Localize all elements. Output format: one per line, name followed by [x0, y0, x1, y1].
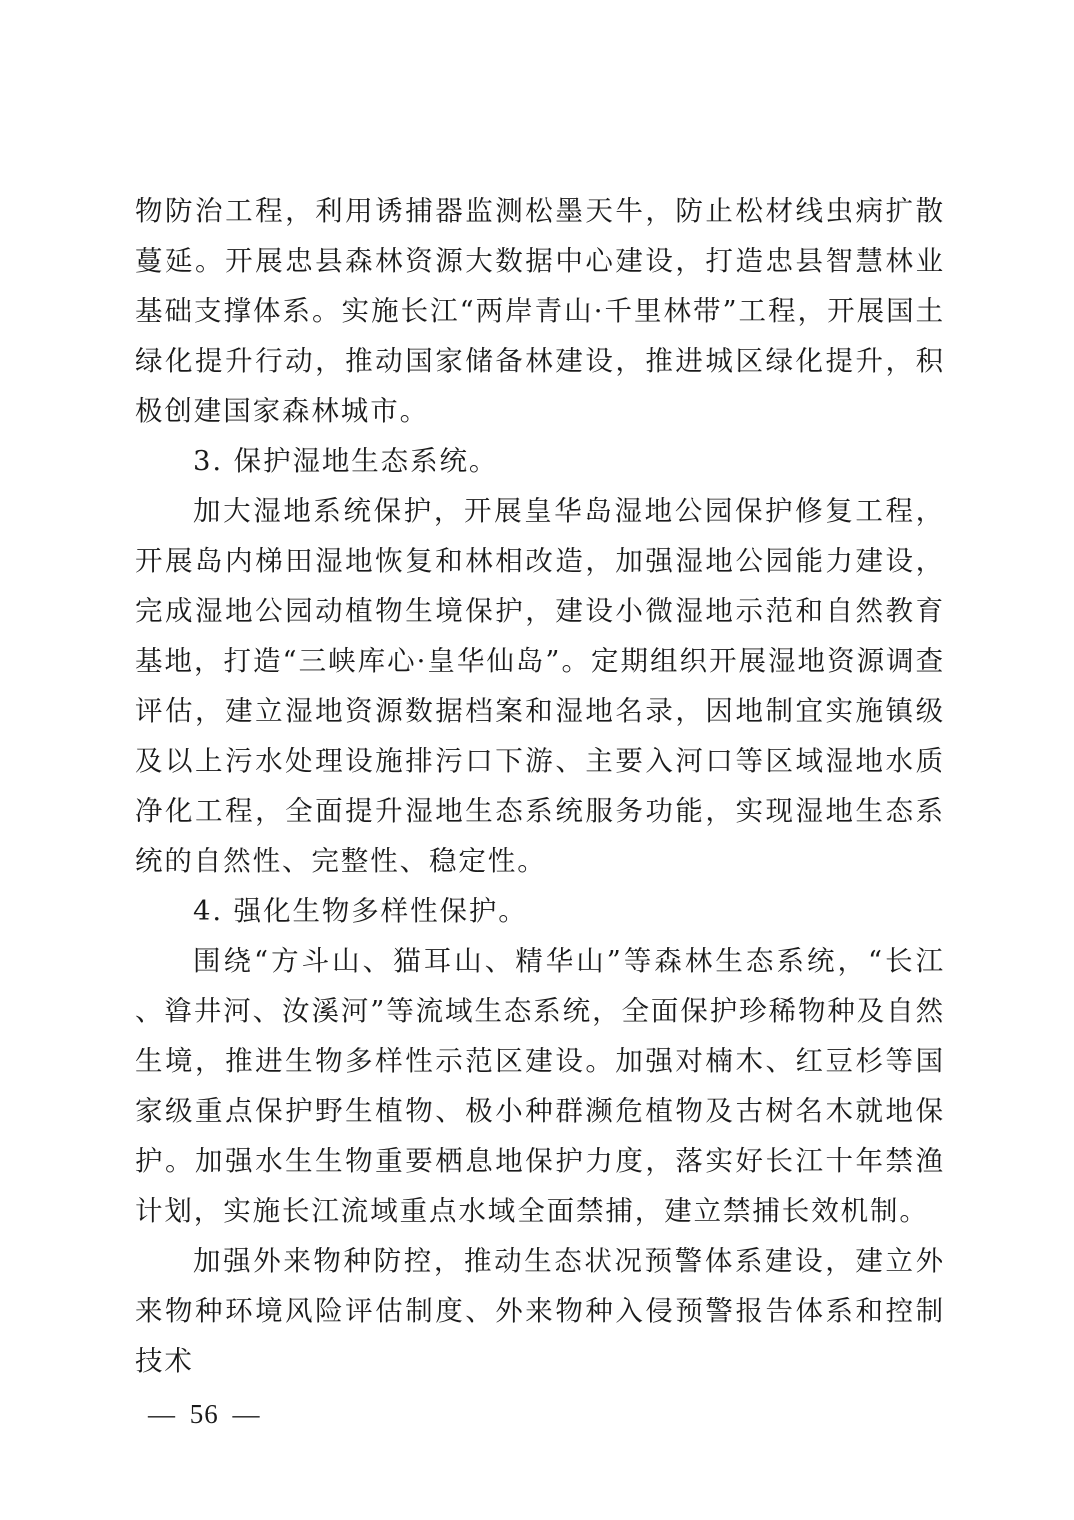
page-number: 56: [189, 1399, 219, 1429]
paragraph-invasive-species: 加强外来物种防控，推动生态状况预警体系建设，建立外来物种环境风险评估制度、外来物种入侵预警报告体系和控制技术: [135, 1245, 945, 1377]
document-body: [135, 186, 945, 1386]
paragraph-wetland-protection: 加大湿地系统保护，开展皇华岛湿地公园保护修复工程，开展岛内梯田湿地恢复和林相改造，加强湿地公园能力建设，完成湿地公园动植物生境保护，建设小微湿地示范和自然教育基地，打造“三峡库心·皇华仙岛”。定期组织开展湿地资源调查评估，建立湿地资源数据档案和湿地名录，因地制宜实施镇级及以上污水处理设施排污口下游、主要入河口等区域湿地水质净化工程，全面提升湿地生态系统服务功能，实现湿地生态系统的自然性、完整性、稳定性。: [135, 495, 945, 877]
section-heading-biodiversity: 4. 强化生物多样性保护。: [193, 895, 528, 927]
footer-dash-right: —: [232, 1399, 261, 1429]
section-heading-wetland: 3. 保护湿地生态系统。: [193, 445, 499, 477]
paragraph-biodiversity-protection: 围绕“方斗山、猫耳山、精华山”等森林生态系统，“长江、㽏井河、汝溪河”等流域生态系统，全面保护珍稀物种及自然生境，推进生物多样性示范区建设。加强对楠木、红豆杉等国家级重点保护野生植物、极小种群濒危植物及古树名木就地保护。加强水生生物重要栖息地保护力度，落实好长江十年禁渔计划，实施长江流域重点水域全面禁捕，建立禁捕长效机制。: [135, 945, 945, 1227]
paragraph-forest-continued: 物防治工程，利用诱捕器监测松墨天牛，防止松材线虫病扩散蔓延。开展忠县森林资源大数据中心建设，打造忠县智慧林业基础支撑体系。实施长江“两岸青山·千里林带”工程，开展国土绿化提升行动，推动国家储备林建设，推进城区绿化提升，积极创建国家森林城市。: [135, 195, 945, 427]
page-footer: [148, 1394, 261, 1434]
footer-dash-left: —: [148, 1399, 176, 1429]
